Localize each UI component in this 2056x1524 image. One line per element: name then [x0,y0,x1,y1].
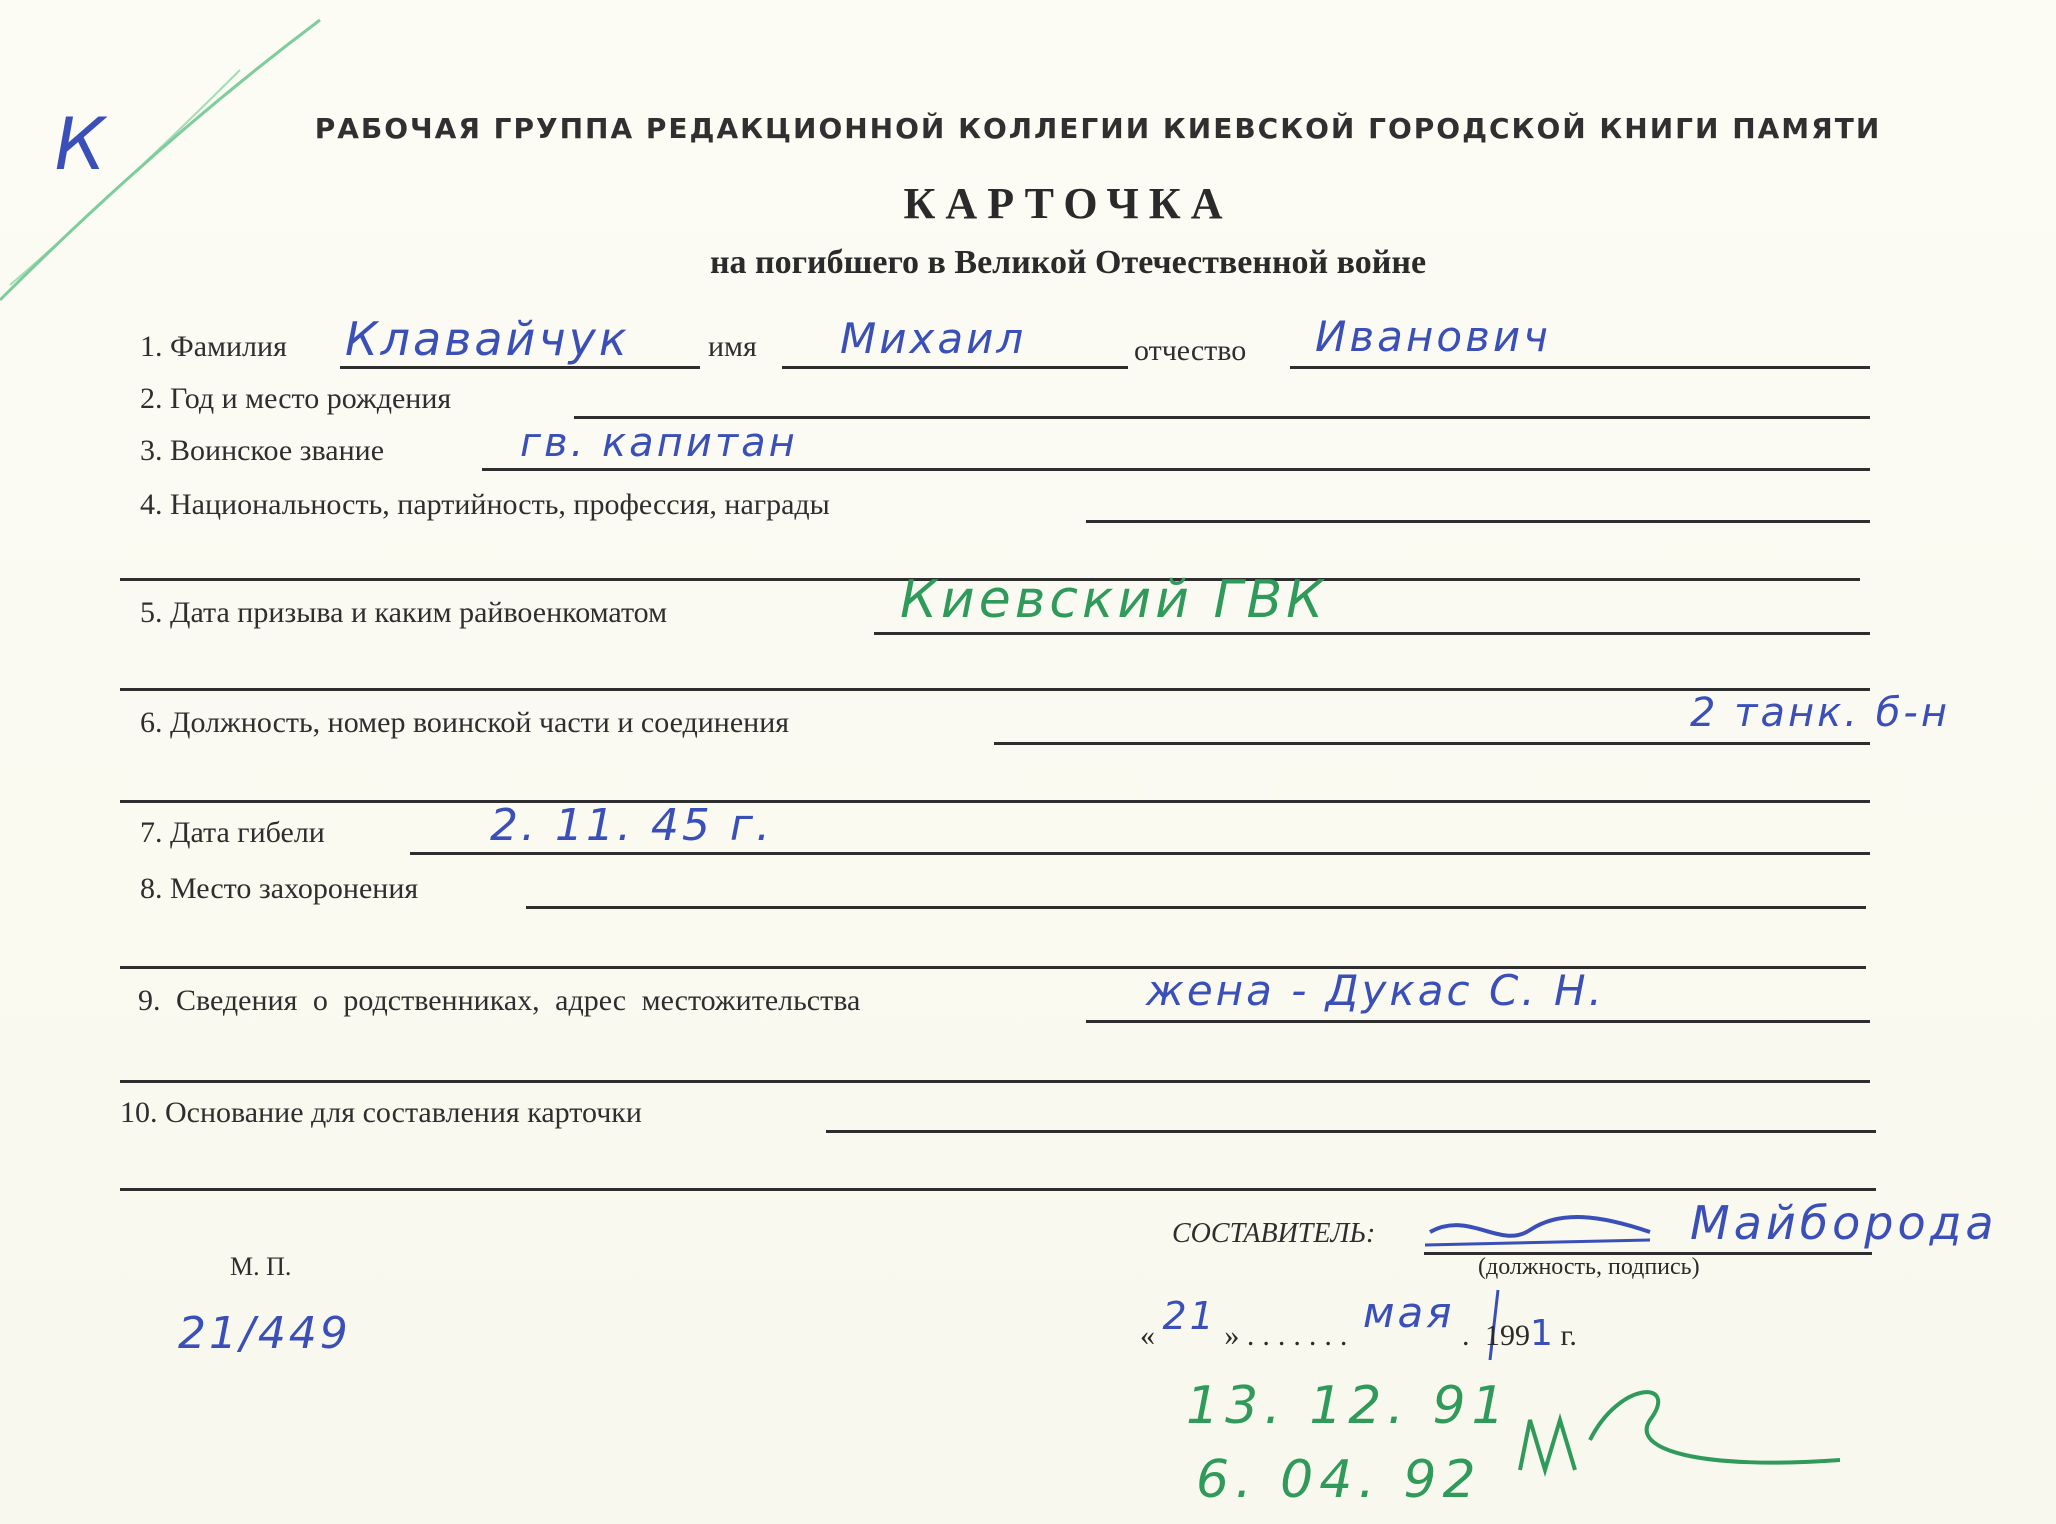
death-date-line [410,852,1870,855]
name-line [782,366,1128,369]
conscription-value: Киевский ГВК [900,570,1328,630]
death-date-value: 2. 11. 45 г. [490,800,774,851]
basis-line-2 [120,1188,1876,1191]
date-suffix: г. [1560,1319,1577,1352]
position-signature-caption: (должность, подпись) [1478,1254,1700,1280]
relatives-line [1086,1020,1870,1023]
basis-label: 10. Основание для составления карточки [120,1096,642,1129]
conscription-line-2 [120,688,1870,691]
date-close-quote: » [1224,1319,1240,1352]
signature-scribble [1430,1217,1650,1236]
burial-line [526,906,1866,909]
position-line [994,742,1870,745]
rank-label: 3. Воинское звание [140,434,385,467]
position-label: 6. Должность, номер воинской части и соединения [140,706,790,739]
card-title: КАРТОЧКА [903,179,1233,228]
date-line [1140,1288,1577,1355]
name-label: имя [708,330,757,363]
date-dots-2: . [1462,1319,1478,1352]
birth-label: 2. Год и место рождения [140,382,452,415]
note-date-1: 13. 12. 91 [1186,1376,1511,1436]
date-month: мая [1362,1288,1455,1337]
compiler-signature: Майборода [1690,1196,1998,1250]
relatives-label: 9. Сведения о родственниках, адрес местожительства [138,984,861,1017]
date-year-prefix: 199 [1485,1319,1531,1352]
green-signature [1590,1392,1840,1462]
conscription-line [874,632,1870,635]
relatives-line-2 [120,1080,1870,1083]
corner-mark: К [46,102,116,186]
birth-line [574,416,1870,419]
patronymic-value: Иванович [1315,312,1551,361]
note-date-2: 6. 04. 92 [1196,1450,1482,1510]
burial-label: 8. Место захоронения [140,872,419,905]
date-dots: ....... [1246,1319,1356,1352]
nationality-line [1086,520,1870,523]
position-value: 2 танк. б-н [1690,690,1950,736]
rank-value: гв. капитан [520,420,798,466]
relatives-value: жена - Дукас С. Н. [1146,966,1605,1015]
surname-line [340,366,700,369]
surname-value: Клавайчук [345,312,630,366]
date-day: 21 [1162,1294,1217,1338]
patronymic-label: отчество [1134,334,1247,367]
nationality-label: 4. Национальность, партийность, профессия, награды [140,488,830,521]
compiler-label: СОСТАВИТЕЛЬ: [1172,1218,1376,1249]
card-subtitle: на погибшего в Великой Отечественной войне [709,244,1427,281]
card-header: РАБОЧАЯ ГРУППА РЕДАКЦИОННОЙ КОЛЛЕГИИ КИЕВСКОЙ ГОРОДСКОЙ КНИГИ ПАМЯТИ [314,112,1882,145]
stamp-place-label: М. П. [230,1252,292,1281]
basis-line [826,1130,1876,1133]
green-initials [1520,1420,1575,1470]
patronymic-line [1290,366,1870,369]
date-year-digit: 1 [1530,1313,1553,1354]
name-value: Михаил [840,314,1027,363]
surname-label: 1. Фамилия [140,330,287,363]
signature-underline [1425,1240,1650,1245]
position-line-2 [120,800,1870,803]
registration-number: 21/449 [178,1308,351,1359]
rank-line [482,468,1870,471]
date-open-quote: « [1140,1319,1155,1352]
conscription-label: 5. Дата призыва и каким райвоенкоматом [140,596,668,629]
death-date-label: 7. Дата гибели [140,816,325,849]
